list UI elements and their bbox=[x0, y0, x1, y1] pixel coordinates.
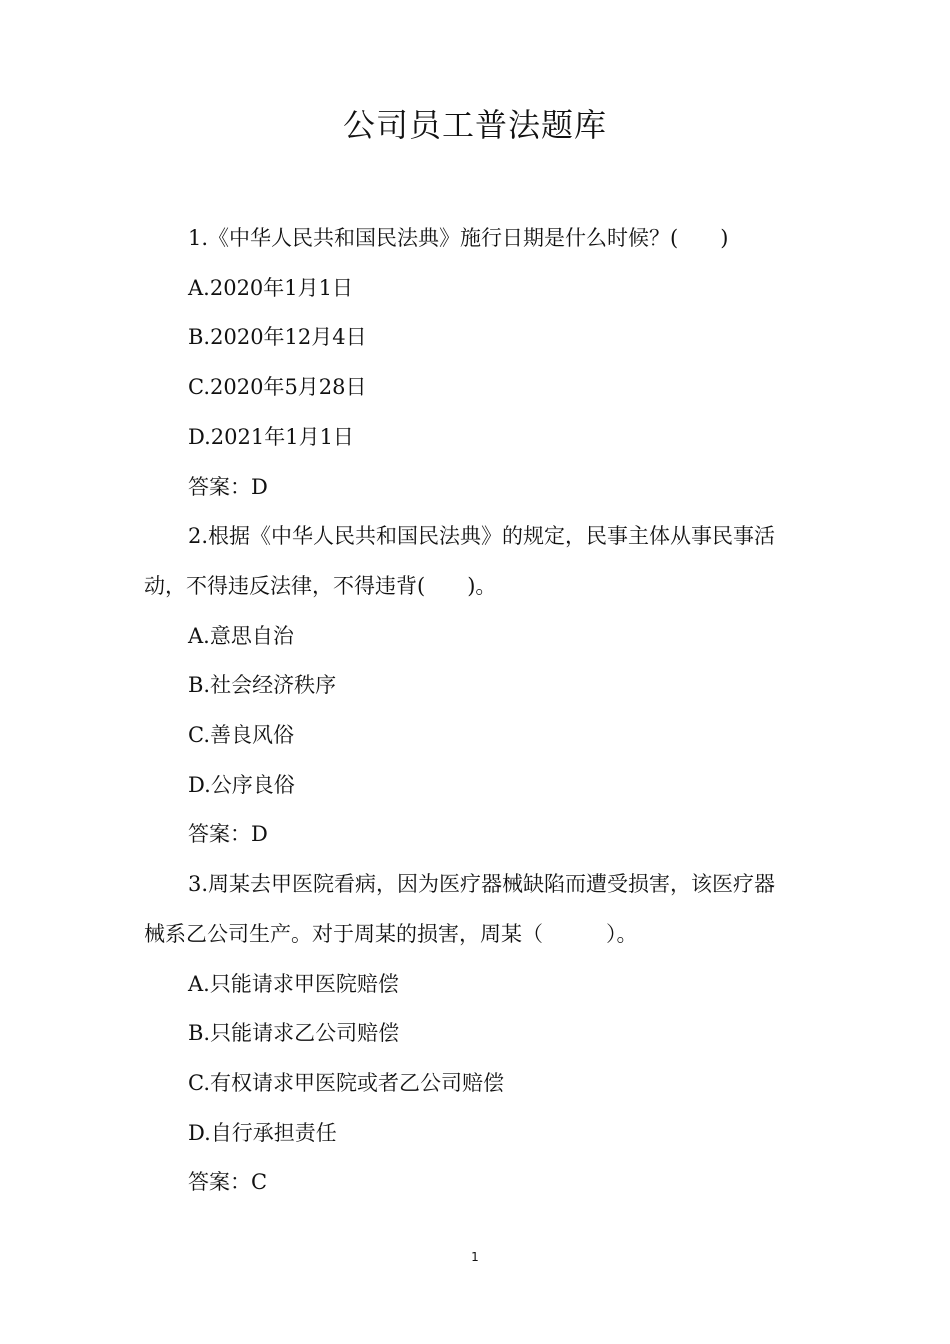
page-number: 1 bbox=[471, 1250, 479, 1264]
option-d: D.2021年1月1日 bbox=[188, 424, 354, 449]
question-block-1 bbox=[144, 214, 808, 512]
question-block-2 bbox=[144, 512, 808, 860]
option-d: D.公序良俗 bbox=[188, 772, 295, 797]
option-d: D.自行承担责任 bbox=[188, 1120, 337, 1145]
option-a: A.意思自治 bbox=[188, 623, 294, 648]
option-c: C.善良风俗 bbox=[188, 723, 294, 748]
question-block-3 bbox=[144, 860, 808, 1208]
answer-line: 答案：C bbox=[188, 1170, 268, 1195]
question-stem-continued: 械系乙公司生产。对于周某的损害，周某（ ）。 bbox=[144, 921, 638, 946]
option-a: A.2020年1月1日 bbox=[188, 275, 354, 300]
question-stem: 3.周某去甲医院看病，因为医疗器械缺陷而遭受损害，该医疗器 bbox=[188, 872, 776, 897]
answer-line: 答案：D bbox=[188, 822, 268, 847]
option-c: C.有权请求甲医院或者乙公司赔偿 bbox=[188, 1070, 504, 1095]
option-a: A.只能请求甲医院赔偿 bbox=[188, 971, 399, 996]
page-title: 公司员工普法题库 bbox=[342, 106, 607, 144]
question-stem: 1.《中华人民共和国民法典》施行日期是什么时候？( ) bbox=[188, 226, 729, 250]
option-b: B.2020年12月4日 bbox=[188, 325, 367, 350]
question-stem: 2.根据《中华人民共和国民法典》的规定，民事主体从事民事活 bbox=[188, 524, 776, 549]
answer-line: 答案：D bbox=[188, 474, 268, 499]
question-list bbox=[144, 214, 808, 1208]
question-stem-continued: 动，不得违反法律，不得违背( )。 bbox=[144, 573, 497, 598]
option-c: C.2020年5月28日 bbox=[188, 375, 367, 400]
option-b: B.只能请求乙公司赔偿 bbox=[188, 1021, 400, 1046]
option-b: B.社会经济秩序 bbox=[188, 673, 337, 698]
